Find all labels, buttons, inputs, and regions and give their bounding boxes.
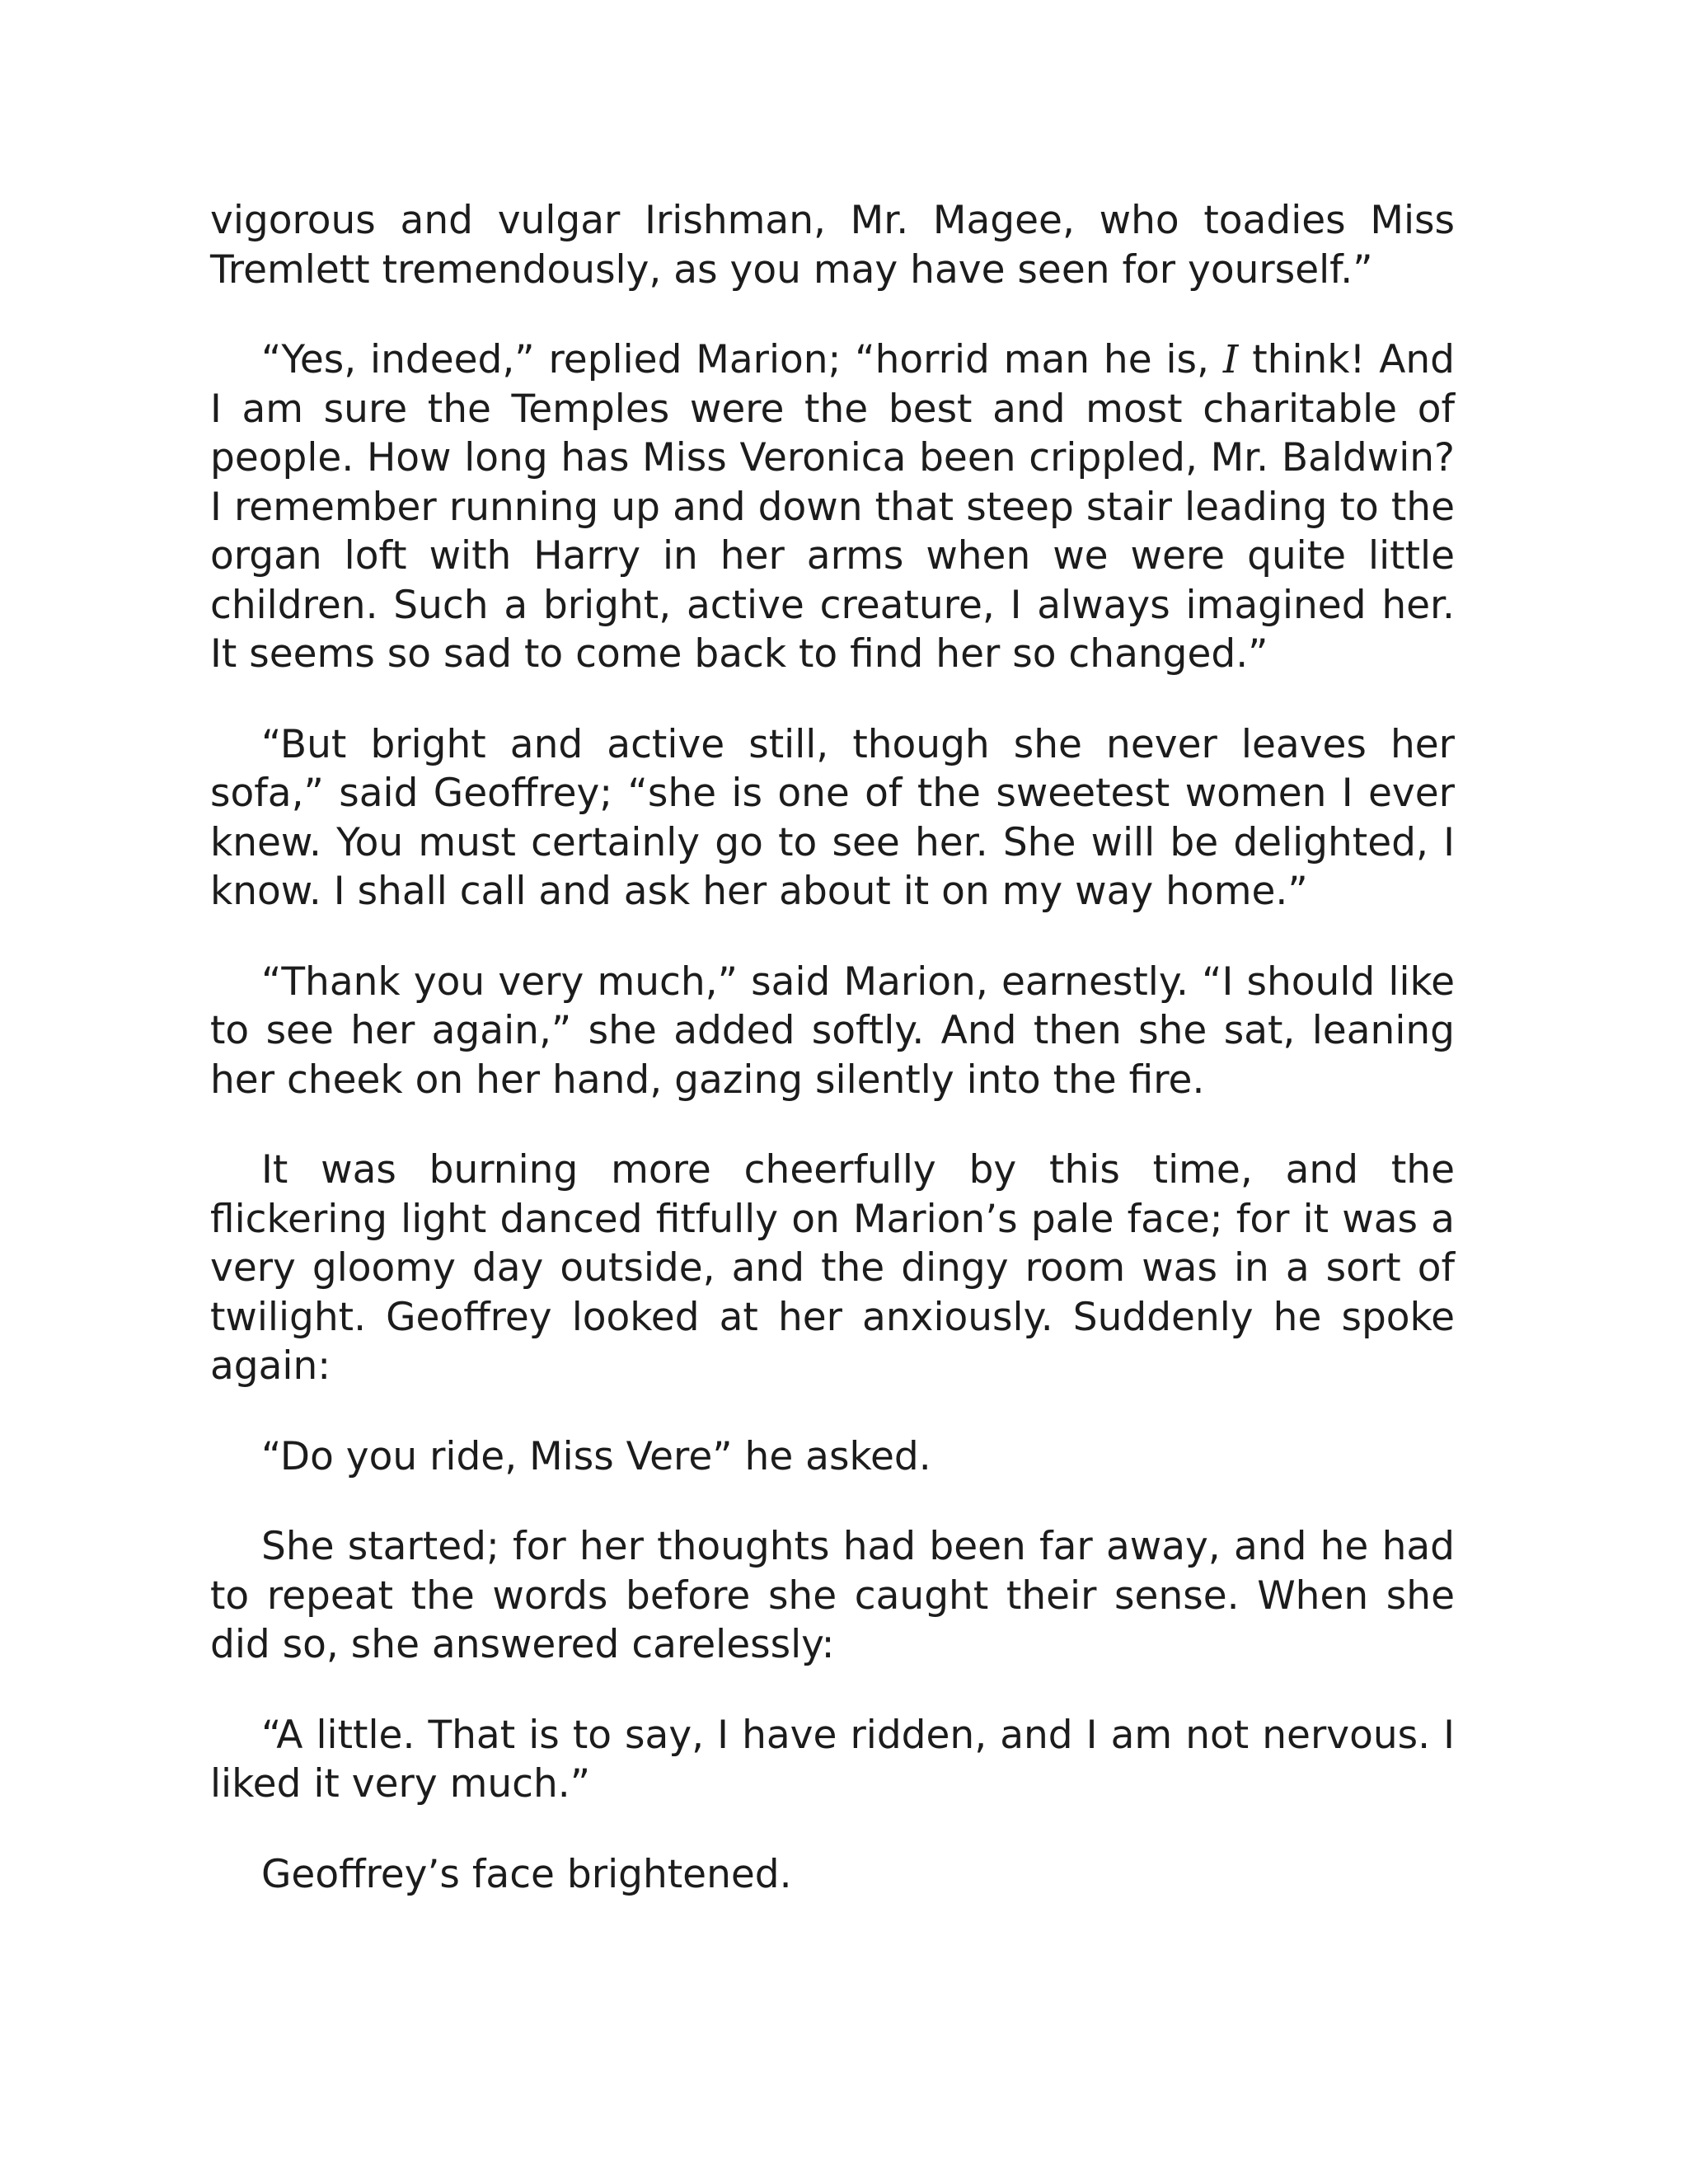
paragraph-2-text-before: “Yes, indeed,” replied Marion; “horrid man he is, xyxy=(261,337,1223,382)
paragraph-8: “A little. That is to say, I have ridden, and I am not nervous. I liked it very much.” xyxy=(210,1712,1455,1807)
paragraph-2 xyxy=(210,335,1455,679)
paragraph-5: It was burning more cheerfully by this time, and the flickering light danced fitfully on Marion’s pale face; for it was a very gloomy day outside, and the dingy room was in a sort of twilight. Geoffrey looked at her anxiously. Suddenly he spoke again: xyxy=(210,1147,1455,1389)
paragraph-3: “But bright and active still, though she never leaves her sofa,” said Geoffrey; “she is one of the sweetest women I ever knew. You must certainly go to see her. She will be delighted, I know. I shall call and ask her about it on my way home.” xyxy=(210,721,1455,914)
paragraph-6: “Do you ride, Miss Vere” he asked. xyxy=(261,1433,931,1479)
paragraph-2-italic-word: I xyxy=(1222,337,1239,382)
paragraph-2-text-after: think! And I am sure the Temples were the best and most charitable of people. How long has Miss Veronica been crippled, Mr. Baldwin? I remember running up and down that steep stair leading to the organ loft with Harry in her arms when we were quite little children. Such a bright, active creature, I always imagined her. It seems so sad to come back to find her so changed.” xyxy=(210,337,1455,677)
paragraph-4: “Thank you very much,” said Marion, earnestly. “I should like to see her again,” she added softly. And then she sat, leaning her cheek on her hand, gazing silently into the fire. xyxy=(210,958,1455,1103)
book-page-body xyxy=(210,196,1455,1940)
paragraph-1: vigorous and vulgar Irishman, Mr. Magee, who toadies Miss Tremlett tremendously, as you may have seen for yourself.” xyxy=(210,198,1455,293)
paragraph-9: Geoffrey’s face brightened. xyxy=(261,1851,792,1897)
paragraph-7: She started; for her thoughts had been far away, and he had to repeat the words before she caught their sense. When she did so, she answered carelessly: xyxy=(210,1524,1455,1667)
